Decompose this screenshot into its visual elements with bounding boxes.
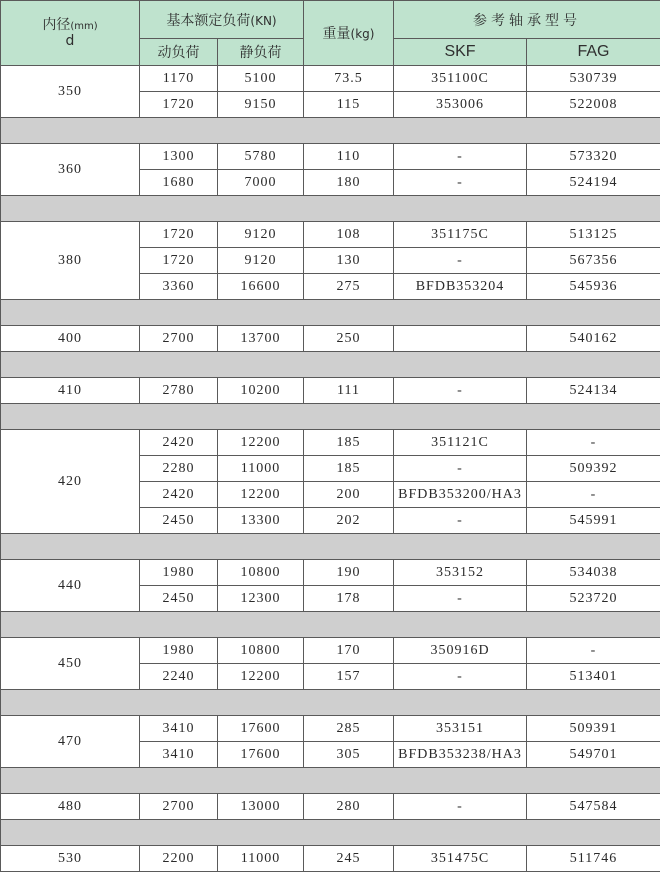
static-load-cell: 10200 [218,378,304,404]
dynamic-load-cell: 2700 [140,794,218,820]
group-separator-row [1,300,660,326]
weight-header [304,1,394,66]
group-separator-row [1,768,660,794]
dynamic-load-cell: 2420 [140,430,218,456]
group-separator-row [1,352,660,378]
skf-model-cell: - [394,456,527,482]
skf-model-cell: 351175C [394,222,527,248]
skf-model-cell: - [394,144,527,170]
skf-model-cell: - [394,586,527,612]
skf-model-cell: BFDB353238/HA3 [394,742,527,768]
group-separator [1,352,660,378]
weight-cell: 250 [304,326,394,352]
static-load-cell: 16600 [218,274,304,300]
fag-model-cell: 509391 [527,716,660,742]
group-separator [1,118,660,144]
group-separator-row [1,534,660,560]
fag-model-cell: 511746 [527,846,660,872]
table-row [1,716,660,742]
group-separator [1,300,660,326]
dynamic-load-cell: 2450 [140,508,218,534]
table-row [1,560,660,586]
dynamic-load-cell: 1680 [140,170,218,196]
weight-cell: 305 [304,742,394,768]
static-load-cell: 12200 [218,430,304,456]
weight-cell: 110 [304,144,394,170]
weight-cell: 111 [304,378,394,404]
skf-model-cell: - [394,378,527,404]
skf-model-cell: 350916D [394,638,527,664]
weight-cell: 245 [304,846,394,872]
weight-cell: 170 [304,638,394,664]
table-row [1,794,660,820]
static-load-cell: 13300 [218,508,304,534]
static-load-cell: 9120 [218,222,304,248]
static-load-cell: 12300 [218,586,304,612]
fag-model-cell: 547584 [527,794,660,820]
skf-model-cell: - [394,508,527,534]
fag-model-cell: 540162 [527,326,660,352]
fag-model-cell: 513125 [527,222,660,248]
inner-diameter-symbol: d [65,32,75,49]
fag-model-cell: 530739 [527,66,660,92]
dynamic-load-cell: 1980 [140,638,218,664]
weight-cell: 185 [304,456,394,482]
inner-diameter-cell: 410 [1,378,140,404]
dynamic-load-header: 动负荷 [140,39,218,66]
fag-model-cell: 524134 [527,378,660,404]
fag-model-cell: 523720 [527,586,660,612]
static-load-cell: 12200 [218,664,304,690]
dynamic-load-cell: 2450 [140,586,218,612]
header-row-1 [1,1,660,39]
table-row [1,66,660,92]
fag-model-cell: - [527,430,660,456]
group-separator-row [1,690,660,716]
skf-model-cell: 351475C [394,846,527,872]
group-separator [1,534,660,560]
basic-load-header [140,1,304,39]
dynamic-load-cell: 3410 [140,716,218,742]
dynamic-load-cell: 2200 [140,846,218,872]
fag-model-cell: 524194 [527,170,660,196]
inner-diameter-cell: 350 [1,66,140,118]
table-row [1,222,660,248]
inner-diameter-cell: 400 [1,326,140,352]
weight-unit: (kg) [350,27,375,41]
fag-model-cell: 534038 [527,560,660,586]
basic-load-unit: (KN) [250,13,277,28]
static-load-cell: 5100 [218,66,304,92]
table-row [1,846,660,872]
table-body [1,66,660,872]
skf-model-cell: 353151 [394,716,527,742]
table-header [1,1,660,66]
group-separator [1,820,660,846]
basic-load-label: 基本额定负荷 [166,12,251,29]
inner-diameter-cell: 530 [1,846,140,872]
weight-cell: 275 [304,274,394,300]
dynamic-load-cell: 1170 [140,66,218,92]
fag-model-cell: 522008 [527,92,660,118]
static-load-cell: 11000 [218,456,304,482]
static-load-cell: 17600 [218,716,304,742]
weight-cell: 202 [304,508,394,534]
skf-model-cell: BFDB353204 [394,274,527,300]
inner-diameter-cell: 360 [1,144,140,196]
static-load-cell: 13700 [218,326,304,352]
group-separator-row [1,404,660,430]
group-separator [1,404,660,430]
skf-model-cell: 351121C [394,430,527,456]
group-separator [1,196,660,222]
group-separator [1,768,660,794]
static-load-cell: 17600 [218,742,304,768]
weight-cell: 73.5 [304,66,394,92]
skf-model-cell: - [394,664,527,690]
weight-cell: 108 [304,222,394,248]
inner-diameter-cell: 470 [1,716,140,768]
group-separator [1,690,660,716]
group-separator-row [1,612,660,638]
fag-model-cell: 513401 [527,664,660,690]
static-load-cell: 10800 [218,560,304,586]
dynamic-load-cell: 1980 [140,560,218,586]
dynamic-load-cell: 2280 [140,456,218,482]
static-load-cell: 13000 [218,794,304,820]
static-load-cell: 10800 [218,638,304,664]
static-load-header: 静负荷 [218,39,304,66]
static-load-cell: 12200 [218,482,304,508]
skf-model-cell: 351100C [394,66,527,92]
skf-model-cell: - [394,794,527,820]
table-row [1,144,660,170]
group-separator-row [1,196,660,222]
dynamic-load-cell: 2420 [140,482,218,508]
dynamic-load-cell: 2780 [140,378,218,404]
fag-model-cell: 573320 [527,144,660,170]
inner-diameter-cell: 380 [1,222,140,300]
weight-cell: 157 [304,664,394,690]
inner-diameter-header [1,1,140,66]
weight-cell: 130 [304,248,394,274]
inner-diameter-label: 内径 [42,16,71,33]
weight-cell: 180 [304,170,394,196]
group-separator [1,612,660,638]
weight-cell: 285 [304,716,394,742]
fag-model-cell: - [527,638,660,664]
weight-cell: 185 [304,430,394,456]
inner-diameter-cell: 440 [1,560,140,612]
table-row [1,378,660,404]
dynamic-load-cell: 1720 [140,222,218,248]
fag-model-cell: 549701 [527,742,660,768]
dynamic-load-cell: 1720 [140,92,218,118]
skf-model-cell: 353006 [394,92,527,118]
static-load-cell: 9120 [218,248,304,274]
fag-model-cell: 509392 [527,456,660,482]
skf-header: SKF [394,39,527,66]
group-separator-row [1,820,660,846]
table-row [1,430,660,456]
static-load-cell: 11000 [218,846,304,872]
skf-model-cell [394,326,527,352]
dynamic-load-cell: 3360 [140,274,218,300]
group-separator-row [1,118,660,144]
inner-diameter-unit: (mm) [70,20,98,32]
static-load-cell: 5780 [218,144,304,170]
skf-model-cell: - [394,248,527,274]
dynamic-load-cell: 2240 [140,664,218,690]
weight-cell: 280 [304,794,394,820]
inner-diameter-cell: 450 [1,638,140,690]
table-row [1,326,660,352]
fag-model-cell: 567356 [527,248,660,274]
static-load-cell: 9150 [218,92,304,118]
weight-cell: 200 [304,482,394,508]
table-row [1,638,660,664]
fag-model-cell: 545936 [527,274,660,300]
fag-model-cell: - [527,482,660,508]
inner-diameter-cell: 480 [1,794,140,820]
weight-cell: 115 [304,92,394,118]
dynamic-load-cell: 1300 [140,144,218,170]
skf-model-cell: BFDB353200/HA3 [394,482,527,508]
reference-bearing-header: 参考轴承型号 [394,1,660,39]
fag-model-cell: 545991 [527,508,660,534]
inner-diameter-cell: 420 [1,430,140,534]
skf-model-cell: - [394,170,527,196]
skf-model-cell: 353152 [394,560,527,586]
static-load-cell: 7000 [218,170,304,196]
weight-cell: 178 [304,586,394,612]
dynamic-load-cell: 1720 [140,248,218,274]
dynamic-load-cell: 3410 [140,742,218,768]
weight-cell: 190 [304,560,394,586]
weight-label: 重量 [322,26,351,42]
dynamic-load-cell: 2700 [140,326,218,352]
fag-header: FAG [527,39,660,66]
